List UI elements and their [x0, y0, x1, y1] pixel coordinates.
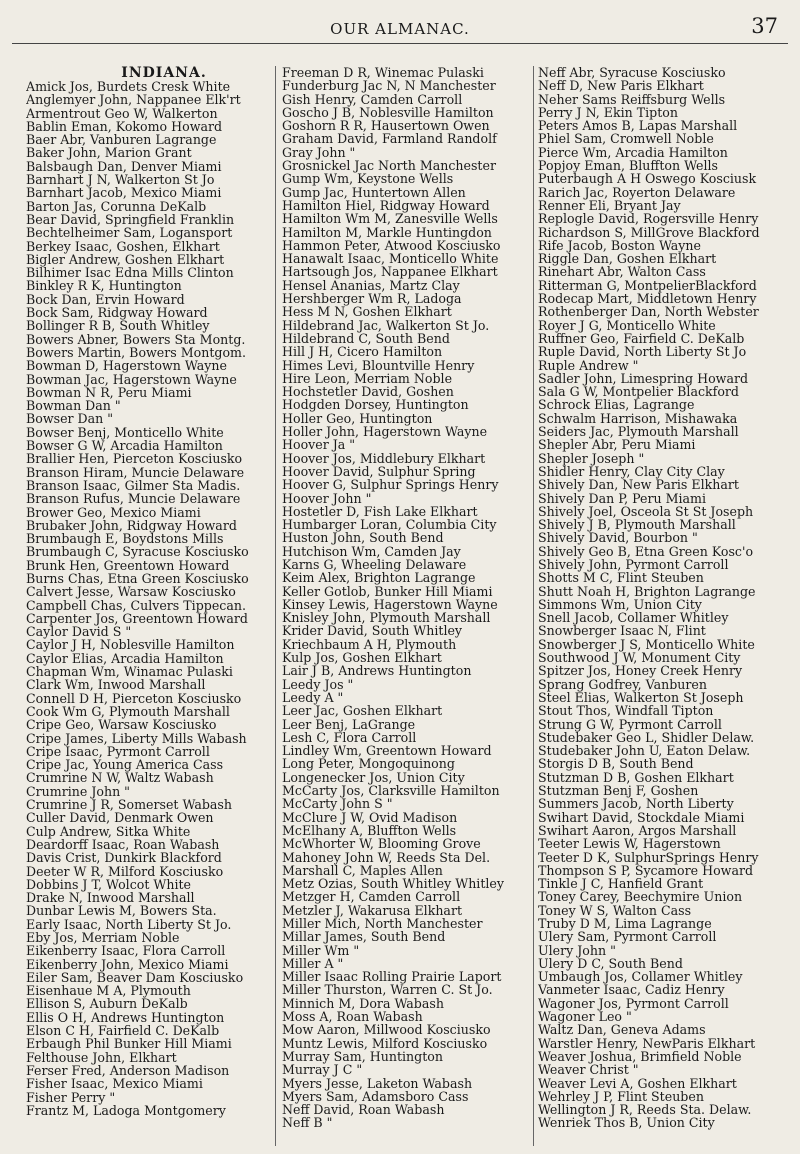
directory-entry: Toney W S, Walton Cass — [538, 902, 692, 918]
directory-entry: Hamilton Hiel, Ridgway Howard — [282, 197, 490, 213]
directory-entry: Steel Elias, Walkerton St Joseph — [538, 689, 744, 705]
directory-entry: Muntz Lewis, Milford Kosciusko — [282, 1035, 488, 1051]
directory-entry: Cripe Jac, Young America Cass — [26, 757, 224, 773]
directory-entry: Waltz Dan, Geneva Adams — [538, 1022, 706, 1038]
directory-entry: Bowman N R, Peru Miami — [26, 384, 192, 400]
directory-entry: Shidler Henry, Clay City Clay — [538, 463, 725, 479]
directory-entry: Royer J G, Monticello White — [538, 317, 716, 333]
directory-entry: Crumrine J R, Somerset Wabash — [26, 797, 232, 813]
directory-entry: Tinkle J C, Hanfield Grant — [538, 876, 704, 892]
directory-entry: Cook Wm G, Plymouth Marshall — [26, 703, 230, 719]
directory-entry: Burns Chas, Etna Green Kosciusko — [26, 570, 249, 586]
directory-entry: Shively J B, Plymouth Marshall — [538, 517, 736, 533]
directory-entry: Shively John, Pyrmont Carroll — [538, 556, 729, 572]
directory-entry: Crumrine John " — [26, 783, 130, 799]
directory-entry: Myers Jesse, Laketon Wabash — [282, 1075, 473, 1091]
directory-entry: Elson C H, Fairfield C. DeKalb — [26, 1023, 220, 1039]
column-3 — [538, 66, 786, 1146]
directory-entry: Gish Henry, Camden Carroll — [282, 91, 463, 107]
directory-entry: Fisher Perry " — [26, 1089, 116, 1105]
directory-entry: Cripe James, Liberty Mills Wabash — [26, 730, 247, 746]
directory-entry: Hildebrand C, South Bend — [282, 330, 450, 346]
directory-entry: Bowser Benj, Monticello White — [26, 424, 224, 440]
directory-entry: Shively Dan P, Peru Miami — [538, 490, 707, 506]
directory-entry: Bollinger R B, South Whitley — [26, 318, 210, 334]
directory-entry: Chapman Wm, Winamac Pulaski — [26, 664, 233, 680]
directory-entry: Ulery D C, South Bend — [538, 955, 683, 971]
state-heading: INDIANA. — [121, 66, 207, 81]
directory-entry: Gray John " — [282, 144, 356, 160]
directory-entry: Miller A " — [282, 955, 344, 971]
directory-entry: Metzger H, Camden Carroll — [282, 889, 461, 905]
directory-entry: Moss A, Roan Wabash — [282, 1009, 423, 1025]
directory-entry: Vanmeter Isaac, Cadiz Henry — [538, 982, 725, 998]
directory-entry: Connell D H, Pierceton Kosciusko — [26, 690, 242, 706]
directory-entry: Freeman D R, Winemac Pulaski — [282, 66, 484, 80]
directory-entry: Ruffner Geo, Fairfield C. DeKalb — [538, 330, 745, 346]
column-divider — [533, 66, 534, 1146]
directory-entry: Hensel Ananias, Martz Clay — [282, 277, 460, 293]
directory-entry: Bowser G W, Arcadia Hamilton — [26, 438, 223, 454]
directory-entry: Studebaker Geo L, Shidler Delaw. — [538, 729, 755, 745]
directory-entry: Gump Wm, Keystone Wells — [282, 171, 454, 187]
directory-entry: Stutzman Benj F, Goshen — [538, 783, 699, 799]
directory-entry: Ruple Andrew " — [538, 357, 639, 373]
directory-entry: Southwood J W, Monument City — [538, 650, 741, 666]
directory-entry: Miller Wm " — [282, 942, 360, 958]
page-header — [0, 0, 800, 46]
directory-entry: Karns G, Wheeling Delaware — [282, 556, 467, 572]
directory-entry: Leer Benj, LaGrange — [282, 716, 416, 732]
directory-entry: Kriechbaum A H, Plymouth — [282, 636, 457, 652]
directory-entry: Puterbaugh A H Oswego Kosciusk — [538, 171, 757, 187]
directory-entry: Thompson S P, Sycamore Howard — [538, 862, 754, 878]
column-1 — [26, 66, 272, 1146]
directory-entry: Richardson S, MillGrove Blackford — [538, 224, 760, 240]
directory-entry: Eikenberry Isaac, Flora Carroll — [26, 943, 226, 959]
directory-entry: Keller Gotlob, Bunker Hill Miami — [282, 583, 493, 599]
directory-entry: Riggle Dan, Goshen Elkhart — [538, 251, 717, 267]
directory-entry: Hoover David, Sulphur Spring — [282, 463, 476, 479]
directory-entry: Ritterman G, MontpelierBlackford — [538, 277, 757, 293]
directory-entry: Weaver Christ " — [538, 1062, 639, 1078]
directory-entry: Fisher Isaac, Mexico Miami — [26, 1076, 203, 1092]
directory-entry: Bilhimer Isac Edna Mills Clinton — [26, 265, 234, 281]
directory-entry: Shively Joel, Osceola St St Joseph — [538, 503, 754, 519]
directory-entry: Brumbaugh E, Boydstons Mills — [26, 531, 224, 547]
directory-entry: Ellis O H, Andrews Huntington — [26, 1009, 225, 1025]
directory-entry: Murray J C " — [282, 1062, 363, 1078]
directory-entry: Schwalm Harrison, Mishawaka — [538, 410, 738, 426]
directory-entry: Erbaugh Phil Bunker Hill Miami — [26, 1036, 232, 1052]
directory-entry: Snowberger Isaac N, Flint — [538, 623, 706, 639]
directory-entry: Goscho J B, Noblesville Hamilton — [282, 104, 494, 120]
header-rule — [12, 43, 788, 44]
directory-entry: Peters Amos B, Lapas Marshall — [538, 118, 738, 134]
directory-entry: Baker John, Marion Grant — [26, 145, 192, 161]
directory-entry: Caylor Elias, Arcadia Hamilton — [26, 650, 224, 666]
directory-entry: McWhorter W, Blooming Grove — [282, 836, 481, 852]
directory-entry: Hildebrand Jac, Walkerton St Jo. — [282, 317, 490, 333]
directory-entry: Bowman Dan " — [26, 398, 121, 414]
directory-entry: Wehrley J P, Flint Steuben — [538, 1088, 704, 1104]
directory-entry: Armentrout Geo W, Walkerton — [26, 105, 218, 121]
directory-entry: Brumbaugh C, Syracuse Kosciusko — [26, 544, 249, 560]
directory-entry: Anglemyer John, Nappanee Elk'rt — [26, 92, 241, 108]
directory-entry: Brunk Hen, Greentown Howard — [26, 557, 230, 573]
directory-entry: Neff Abr, Syracuse Kosciusko — [538, 66, 726, 80]
directory-entry: Bowers Abner, Bowers Sta Montg. — [26, 331, 246, 347]
directory-entry: Branson Hiram, Muncie Delaware — [26, 464, 245, 480]
directory-columns — [26, 66, 786, 1146]
directory-entry: Balsbaugh Dan, Denver Miami — [26, 158, 222, 174]
directory-entry: Davis Crist, Dunkirk Blackford — [26, 850, 222, 866]
directory-entry: Sala G W, Montpelier Blackford — [538, 384, 739, 400]
directory-entry: Berkey Isaac, Goshen, Elkhart — [26, 238, 220, 254]
directory-entry: Metzler J, Wakarusa Elkhart — [282, 902, 463, 918]
directory-entry: Hartsough Jos, Nappanee Elkhart — [282, 264, 498, 280]
directory-entry: Culp Andrew, Sitka White — [26, 823, 191, 839]
directory-entry: Gump Jac, Huntertown Allen — [282, 184, 466, 200]
directory-entry: Funderburg Jac N, N Manchester — [282, 78, 496, 94]
directory-entry: Graham David, Farmland Randolf — [282, 131, 497, 147]
directory-entry: Popjoy Eman, Bluffton Wells — [538, 158, 718, 174]
directory-entry: Neff D, New Paris Elkhart — [538, 78, 704, 94]
directory-entry: Ulery Sam, Pyrmont Carroll — [538, 929, 717, 945]
column-divider — [275, 66, 276, 1146]
directory-entry: Miller Isaac Rolling Prairie Laport — [282, 969, 502, 985]
directory-entry: Millar James, South Bend — [282, 929, 446, 945]
column-2 — [282, 66, 532, 1146]
directory-entry: Ferser Fred, Anderson Madison — [26, 1062, 230, 1078]
directory-entry: Brallier Hen, Pierceton Kosciusko — [26, 451, 243, 467]
directory-entry: Marshall C, Maples Allen — [282, 862, 443, 878]
directory-entry: Rinehart Abr, Walton Cass — [538, 264, 706, 280]
directory-entry: Humbarger Loran, Columbia City — [282, 517, 497, 533]
directory-entry: Metz Ozias, South Whitley Whitley — [282, 876, 504, 892]
directory-entry: Campbell Chas, Culvers Tippecan. — [26, 597, 246, 613]
directory-entry: Shepler Joseph " — [538, 450, 645, 466]
directory-entry: Hire Leon, Merriam Noble — [282, 370, 453, 386]
directory-entry: Deeter W R, Milford Kosciusko — [26, 863, 224, 879]
directory-entry: Hamilton M, Markle Huntingdon — [282, 224, 492, 240]
directory-entry: Hochstetler David, Goshen — [282, 384, 454, 400]
directory-entry: Drake N, Inwood Marshall — [26, 890, 195, 906]
directory-entry: McClure J W, Ovid Madison — [282, 809, 458, 825]
directory-entry: Barnhart J N, Walkerton St Jo — [26, 172, 215, 188]
directory-entry: Hammon Peter, Atwood Kosciusko — [282, 237, 501, 253]
directory-entry: Perry J N, Ekin Tipton — [538, 104, 679, 120]
directory-entry: Eiler Sam, Beaver Dam Kosciusko — [26, 969, 244, 985]
directory-entry: Cripe Isaac, Pyrmont Carroll — [26, 743, 210, 759]
directory-entry: Dunbar Lewis M, Bowers Sta. — [26, 903, 217, 919]
directory-entry: Truby D M, Lima Lagrange — [538, 916, 712, 931]
directory-entry: Stout Thos, Windfall Tipton — [538, 703, 714, 719]
directory-entry: Bablin Eman, Kokomo Howard — [26, 118, 223, 134]
directory-entry: Branson Isaac, Gilmer Sta Madis. — [26, 477, 241, 493]
directory-entry: Bigler Andrew, Goshen Elkhart — [26, 251, 225, 267]
directory-entry: Shively Geo B, Etna Green Kosc'o — [538, 543, 754, 559]
directory-entry: Simmons Wm, Union City — [538, 596, 702, 612]
directory-entry: Early Isaac, North Liberty St Jo. — [26, 916, 232, 932]
directory-entry: Felthouse John, Elkhart — [26, 1049, 177, 1065]
directory-entry: Hill J H, Cicero Hamilton — [282, 344, 443, 360]
directory-entry: Neher Sams Reiffsburg Wells — [538, 91, 726, 107]
directory-entry: Brower Geo, Mexico Miami — [26, 504, 201, 520]
directory-entry: Rodecap Mart, Middletown Henry — [538, 291, 757, 307]
directory-entry: Snell Jacob, Collamer Whitley — [538, 610, 729, 626]
directory-entry: Rife Jacob, Boston Wayne — [538, 237, 701, 253]
directory-entry: Wagoner Jos, Pyrmont Carroll — [538, 995, 729, 1011]
directory-entry: Crumrine N W, Waltz Wabash — [26, 770, 214, 786]
directory-entry: Culler David, Denmark Owen — [26, 810, 214, 826]
directory-entry: Shotts M C, Flint Steuben — [538, 570, 704, 586]
directory-entry: Kinsey Lewis, Hagerstown Wayne — [282, 596, 498, 612]
directory-entry: Holler John, Hagerstown Wayne — [282, 424, 488, 440]
directory-entry: Warstler Henry, NewParis Elkhart — [538, 1035, 756, 1051]
directory-entry: Kulp Jos, Goshen Elkhart — [282, 650, 442, 666]
directory-entry: Hutchison Wm, Camden Jay — [282, 543, 461, 559]
directory-entry: Bock Dan, Ervin Howard — [26, 291, 185, 307]
directory-entry: McElhany A, Bluffton Wells — [282, 822, 457, 838]
directory-entry: Hamilton Wm M, Zanesville Wells — [282, 211, 498, 227]
directory-entry: Deardorff Isaac, Roan Wabash — [26, 836, 220, 852]
directory-entry: Miller Thurston, Warren C. St Jo. — [282, 982, 493, 998]
directory-entry: Barton Jas, Corunna DeKalb — [26, 198, 207, 214]
directory-entry: Sadler John, Limespring Howard — [538, 370, 749, 386]
directory-entry: Shively David, Bourbon " — [538, 530, 698, 546]
directory-entry: Keim Alex, Brighton Lagrange — [282, 570, 476, 586]
directory-entry: Brubaker John, Ridgway Howard — [26, 517, 237, 533]
page-number: 37 — [751, 14, 778, 38]
directory-entry: Dobbins J T, Wolcot White — [26, 876, 192, 892]
directory-entry: Clark Wm, Inwood Marshall — [26, 677, 206, 693]
directory-entry: Cripe Geo, Warsaw Kosciusko — [26, 717, 217, 733]
directory-entry: Leer Jac, Goshen Elkhart — [282, 703, 443, 719]
directory-entry: Wellington J R, Reeds Sta. Delaw. — [538, 1102, 752, 1118]
directory-entry: Mow Aaron, Millwood Kosciusko — [282, 1022, 491, 1038]
directory-entry: Umbaugh Jos, Collamer Whitley — [538, 969, 743, 985]
directory-entry: Hanawalt Isaac, Monticello White — [282, 251, 499, 267]
directory-entry: Snowberger J S, Monticello White — [538, 636, 755, 652]
directory-entry: Grosnickel Jac North Manchester — [282, 158, 496, 174]
directory-entry: Neff David, Roan Wabash — [282, 1102, 445, 1118]
directory-entry: Hoover Jos, Middlebury Elkhart — [282, 450, 486, 466]
directory-entry: Wenriek Thos B, Union City — [538, 1115, 715, 1131]
directory-entry: Frantz M, Ladoga Montgomery — [26, 1102, 226, 1118]
directory-entry: Seiders Jac, Plymouth Marshall — [538, 424, 739, 440]
directory-entry: Branson Rufus, Muncie Delaware — [26, 491, 241, 507]
directory-entry: Hess M N, Goshen Elkhart — [282, 304, 452, 320]
directory-entry: Pierce Wm, Arcadia Hamilton — [538, 144, 728, 160]
directory-entry: Hodgden Dorsey, Huntington — [282, 397, 469, 413]
directory-entry: Toney Carey, Beechymire Union — [538, 889, 743, 905]
directory-entry: Ellison S, Auburn DeKalb — [26, 996, 188, 1012]
directory-entry: Lesh C, Flora Carroll — [282, 729, 417, 745]
directory-entry: Hostetler D, Fish Lake Elkhart — [282, 503, 478, 519]
directory-entry: Phiel Sam, Cromwell Noble — [538, 131, 714, 147]
directory-entry: Leedy A " — [282, 689, 344, 705]
directory-entry: Renner Eli, Bryant Jay — [538, 197, 681, 213]
directory-entry: Bowman Jac, Hagerstown Wayne — [26, 371, 237, 387]
directory-entry: Shepler Abr, Peru Miami — [538, 437, 696, 453]
directory-entry: Strung G W, Pyrmont Carroll — [538, 716, 722, 732]
directory-entry: Murray Sam, Huntington — [282, 1048, 443, 1064]
directory-entry: Hoover G, Sulphur Springs Henry — [282, 477, 499, 493]
directory-entry: Carpenter Jos, Greentown Howard — [26, 610, 248, 626]
directory-entry: Holler Geo, Huntington — [282, 410, 433, 426]
directory-entry: Rarich Jac, Royerton Delaware — [538, 184, 736, 200]
directory-entry: Shutt Noah H, Brighton Lagrange — [538, 583, 756, 599]
directory-entry: Lair J B, Andrews Huntington — [282, 663, 472, 679]
directory-entry: Bechtelheimer Sam, Logansport — [26, 225, 233, 241]
directory-entry: Knisley John, Plymouth Marshall — [282, 610, 491, 626]
directory-entry: Caylor J H, Noblesville Hamilton — [26, 637, 235, 653]
directory-entry: Swihart David, Stockdale Miami — [538, 809, 745, 825]
directory-entry: Studebaker John U, Eaton Delaw. — [538, 743, 751, 759]
directory-entry: Hoover Ja " — [282, 437, 356, 453]
directory-entry: Wagoner Leo " — [538, 1009, 632, 1025]
directory-entry: Replogle David, Rogersville Henry — [538, 211, 759, 227]
directory-entry: Longenecker Jos, Union City — [282, 769, 465, 785]
directory-entry: Ulery John " — [538, 942, 616, 958]
directory-entry: Teeter Lewis W, Hagerstown — [538, 836, 721, 852]
directory-entry: Krider David, South Whitley — [282, 623, 463, 639]
directory-entry: Bock Sam, Ridgway Howard — [26, 305, 208, 321]
directory-entry: Bowser Dan " — [26, 411, 114, 427]
directory-entry: Binkley R K, Huntington — [26, 278, 182, 294]
directory-entry: Storgis D B, South Bend — [538, 756, 694, 772]
directory-entry: Neff B " — [282, 1115, 333, 1131]
directory-entry: Hershberger Wm R, Ladoga — [282, 291, 462, 307]
directory-entry: Leedy Jos " — [282, 676, 354, 692]
directory-entry: Bowers Martin, Bowers Montgom. — [26, 344, 246, 360]
directory-entry: Rothenberger Dan, North Webster — [538, 304, 759, 320]
directory-entry: Eisenhaue M A, Plymouth — [26, 983, 191, 999]
directory-entry: Himes Levi, Blountville Henry — [282, 357, 475, 373]
directory-entry: Spitzer Jos, Honey Creek Henry — [538, 663, 743, 679]
directory-entry: Bear David, Springfield Franklin — [26, 211, 235, 227]
directory-entry: Calvert Jesse, Warsaw Kosciusko — [26, 584, 236, 600]
directory-entry: Bowman D, Hagerstown Wayne — [26, 358, 227, 374]
directory-entry: McCarty Jos, Clarksville Hamilton — [282, 783, 500, 799]
directory-entry: Shively Dan, New Paris Elkhart — [538, 477, 739, 493]
directory-entry: Long Peter, Mongoquinong — [282, 756, 455, 772]
directory-entry: McCarty John S " — [282, 796, 393, 812]
running-head: OUR ALMANAC. — [330, 20, 470, 38]
directory-entry: Ruple David, North Liberty St Jo — [538, 344, 747, 360]
directory-entry: Weaver Joshua, Brimfield Noble — [538, 1048, 742, 1064]
directory-entry: Huston John, South Bend — [282, 530, 444, 546]
directory-entry: Summers Jacob, North Liberty — [538, 796, 734, 812]
directory-entry: Sprang Godfrey, Vanburen — [538, 676, 707, 692]
directory-entry: Schrock Elias, Lagrange — [538, 397, 695, 413]
directory-entry: Amick Jos, Burdets Cresk White — [26, 79, 231, 94]
directory-entry: Swihart Aaron, Argos Marshall — [538, 822, 737, 838]
directory-entry: Caylor David S " — [26, 624, 132, 640]
directory-entry: Mahoney John W, Reeds Sta Del. — [282, 849, 491, 865]
directory-entry: Weaver Levi A, Goshen Elkhart — [538, 1075, 737, 1091]
directory-entry: Miller Mich, North Manchester — [282, 916, 483, 931]
directory-entry: Eikenberry John, Mexico Miami — [26, 956, 229, 972]
directory-entry: Stutzman D B, Goshen Elkhart — [538, 769, 734, 785]
directory-entry: Hoover John " — [282, 490, 372, 506]
directory-entry: Lindley Wm, Greentown Howard — [282, 743, 492, 759]
directory-entry: Baer Abr, Vanburen Lagrange — [26, 132, 217, 148]
directory-entry: Eby Jos, Merriam Noble — [26, 930, 180, 945]
directory-entry: Myers Sam, Adamsboro Cass — [282, 1088, 469, 1104]
directory-entry: Barnhart Jacob, Mexico Miami — [26, 185, 222, 201]
directory-entry: Goshorn R R, Hausertown Owen — [282, 118, 490, 134]
directory-entry: Minnich M, Dora Wabash — [282, 995, 444, 1011]
directory-entry: Teeter D K, SulphurSprings Henry — [538, 849, 759, 865]
